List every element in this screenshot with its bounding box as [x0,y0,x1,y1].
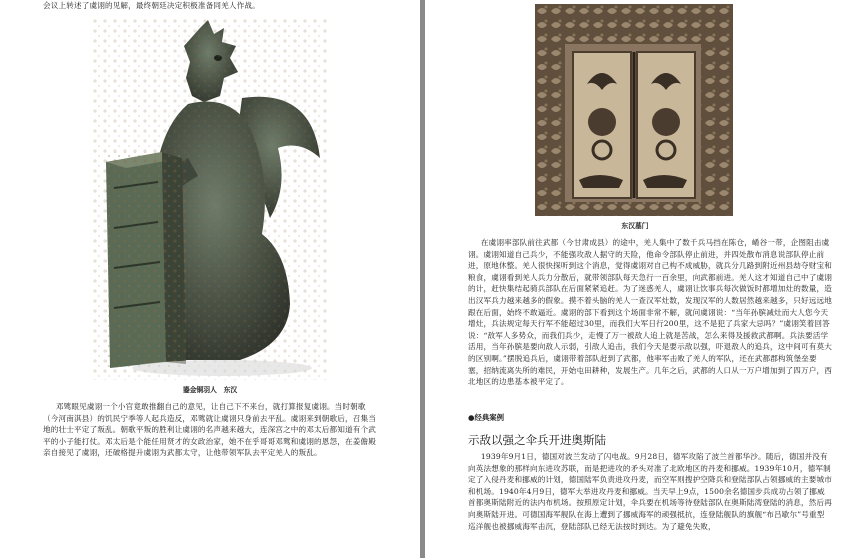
left-figure-caption: 鎏金铜羽人 东汉 [182,386,238,394]
right-page [425,0,844,558]
bronze-figurine [92,18,328,380]
section-heading: 示敌以强之伞兵开进奥斯陆 [468,433,606,447]
right-paragraph-1 [468,237,832,388]
right-paragraph-2-text: 1939年9月1日，德国对波兰发动了闪电战。9月28日，德军攻陷了波兰首都华沙。随后，德国并没有向英法想象的那样向东进攻苏联，而是把进攻的矛头对准了北欧地区的丹麦和挪威。1939年10月，德军制定了入侵丹麦和挪威的计划，德国陆军负责进攻丹麦，而空军则搜护空降兵和登陆部队占领挪威的主要城市和机场。1940年4月9日，德军大举进攻丹麦和挪威。当天早上9点，1500余名德国步兵成功占领了挪威首都奥斯陆附近的法内布机场。按照原定计划，伞兵要在机场等待登陆部队在奥斯陆湾登陆的消息，然后再向奥斯陆开进。可德国海军舰队在海上遭到了挪威海军的顽强抵抗，连登陆舰队的旗舰“布吕歇尔”号重型巡洋舰也被挪威海军击沉，登陆部队已经无法按时到达。为了避免失败， [468,452,832,531]
left-page [0,0,420,558]
left-paragraph-text: 邓骘眼见虞诩一个小官竟敢推翻自己的意见，让自己下不来台，就打算报复虞诩。当时朝歌（今河南淇县）的饥民宁季等人起兵造反，邓骘就让虞诩只身前去平乱。虞诩来到朝歌后，召集当地的壮士平定了叛乱。朝歌平叛的胜利让虞诩的名声越来越大，连深宫之中的邓太后都知道有个武平的小子能打仗。邓太后是个能任用贤才的女政治家，她不在乎哥哥邓骘和虞诩的恩怨，在姜儋殿亲自接见了虞诩，还破格提升虞诩为武都太守，让他带领军队去平定羌人的叛乱。 [43,402,376,458]
right-paragraph-2 [468,451,832,532]
tomb-door-relief [535,4,733,216]
right-paragraph-1-text: 在虞诩率部队前往武都（今甘肃成县）的途中，羌人集中了数千兵马挡在陈仓，崤谷一带，企图阻击虞诩。虞诩知道自己兵少，不能强攻敌人据守的天险，他命令部队停止前进，并四处散布消息说部队停止前进，原地休整。羌人很快探听到这个消息，觉得虞诩对自己构不成威胁，就兵分几路到附近州县劫夺财宝和粮食，虞诩看到羌人兵力分散后，就带领部队每天急行一百余里，向武都前进。羌人这才知道自己中了虞诩的计，赶快集结起骑兵部队在后面紧紧追赶。为了迷惑羌人，虞诩让饮事兵每次做饭时都增加灶的数量，造出汉军兵力越来越多的假象。摸不着头脑的羌人一查汉军灶数，发现汉军的人数居然越来越多，只好远远地跟在后面，始终不敢逼近。虞诩的部下看到这个场面非常不解，就问虞诩说：“当年孙膑减灶而大人您今天增灶，兵法规定每天行军不能超过30里，而我们大军日行200里，这不是犯了兵家大忌吗？”虞诩笑着回答说：“敌军人多势众，而我们兵少，走慢了万一被敌人追上就是苦战，怎么来得及援救武都啊。兵法要活学活用，当年孙膑是要向敌人示弱，引敌人追击，我们今天是要示敌以强，吓退敌人的追兵，这中间可有莫大的区别啊。”摆脱追兵后，虞诩带着部队赶到了武都，他率军击败了羌人的军队，还在武都郡构筑堡垒要塞，招纳流离失所的难民，开始屯田耕种，发展生产。几年之后，武都的人口从一万户增加到了四万户，西北地区的边患基本被平定了。 [468,238,832,387]
classic-case-label: ●经典案例 [468,413,505,422]
left-top-line: 会议上转述了虞诩的见解，最终朝廷决定积极准备同羌人作战。 [43,1,260,10]
right-figure-caption: 东汉墓门 [621,222,649,230]
left-paragraph [43,401,379,459]
